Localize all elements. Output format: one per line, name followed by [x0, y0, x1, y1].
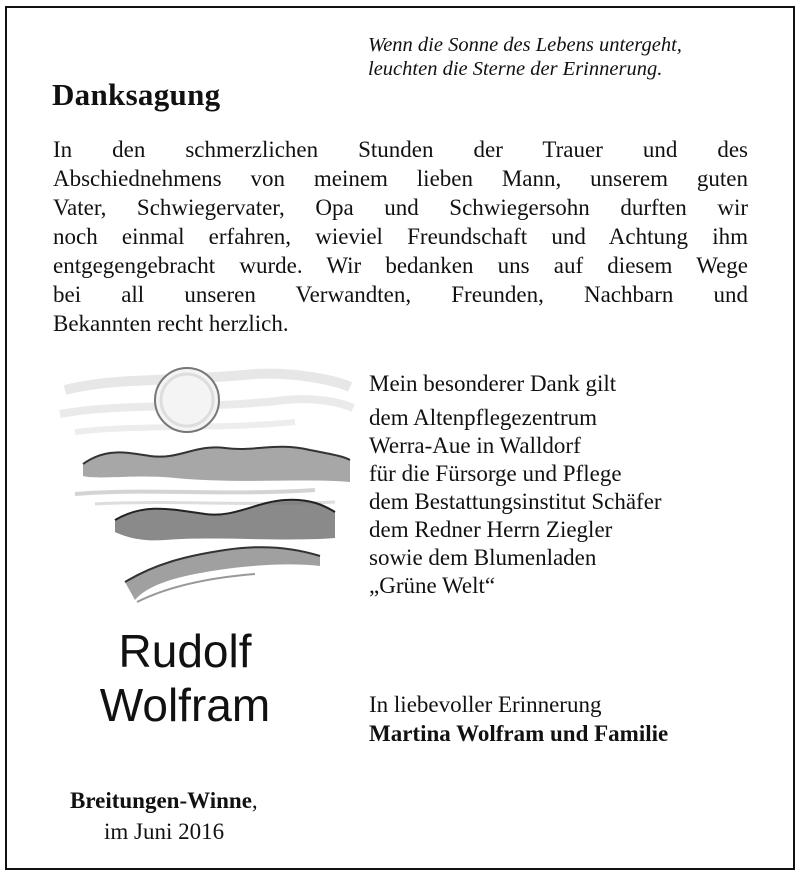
thanks-lead: Mein besonderer Dank gilt	[369, 371, 617, 396]
motto-line-2: leuchten die Sterne der Erinnerung.	[368, 58, 663, 80]
thanks-item: für die Fürsorge und Pflege	[369, 461, 622, 486]
motto-quote	[368, 33, 788, 81]
thanks-item: Werra-Aue in Walldorf	[369, 433, 581, 458]
special-thanks	[369, 370, 662, 600]
intro-line: Abschiednehmens von meinem lieben Mann, unserem guten	[53, 166, 748, 191]
intro-line: In den schmerzlichen Stunden der Trauer und des	[53, 137, 748, 162]
place-comma: ,	[251, 788, 258, 813]
intro-line: entgegengebracht wurde. Wir bedanken uns auf diesem Wege	[53, 253, 748, 278]
signature: Martina Wolfram und Familie	[369, 721, 669, 746]
deceased-first-name: Rudolf	[118, 625, 252, 677]
intro-paragraph	[53, 135, 748, 338]
date-line: im Juni 2016	[104, 819, 225, 844]
thanks-item: dem Redner Herrn Ziegler	[369, 517, 613, 542]
intro-line: Bekannten recht herzlich.	[53, 311, 289, 336]
closing-block	[369, 690, 668, 748]
place-and-date	[70, 785, 258, 847]
motto-line-1: Wenn die Sonne des Lebens untergeht,	[368, 34, 682, 56]
thanks-item: „Grüne Welt“	[369, 573, 496, 598]
deceased-name	[50, 624, 320, 732]
thanks-item: dem Bestattungsinstitut Schäfer	[369, 489, 662, 514]
place-name: Breitungen-Winne	[70, 788, 252, 813]
closing-phrase: In liebevoller Erinnerung	[369, 692, 602, 717]
intro-line: bei all unseren Verwandten, Freunden, Nachbarn und	[53, 282, 748, 307]
page-title: Danksagung	[52, 77, 221, 112]
thanks-item: dem Altenpflegezentrum	[369, 405, 598, 430]
deceased-last-name: Wolfram	[99, 679, 271, 731]
intro-line: noch einmal erfahren, wieviel Freundschaft und Achtung ihm	[53, 224, 748, 249]
intro-line: Vater, Schwiegervater, Opa und Schwiegersohn durften wir	[53, 195, 748, 220]
thanks-item: sowie dem Blumenladen	[369, 545, 597, 570]
sunset-landscape-drawing	[55, 352, 355, 612]
